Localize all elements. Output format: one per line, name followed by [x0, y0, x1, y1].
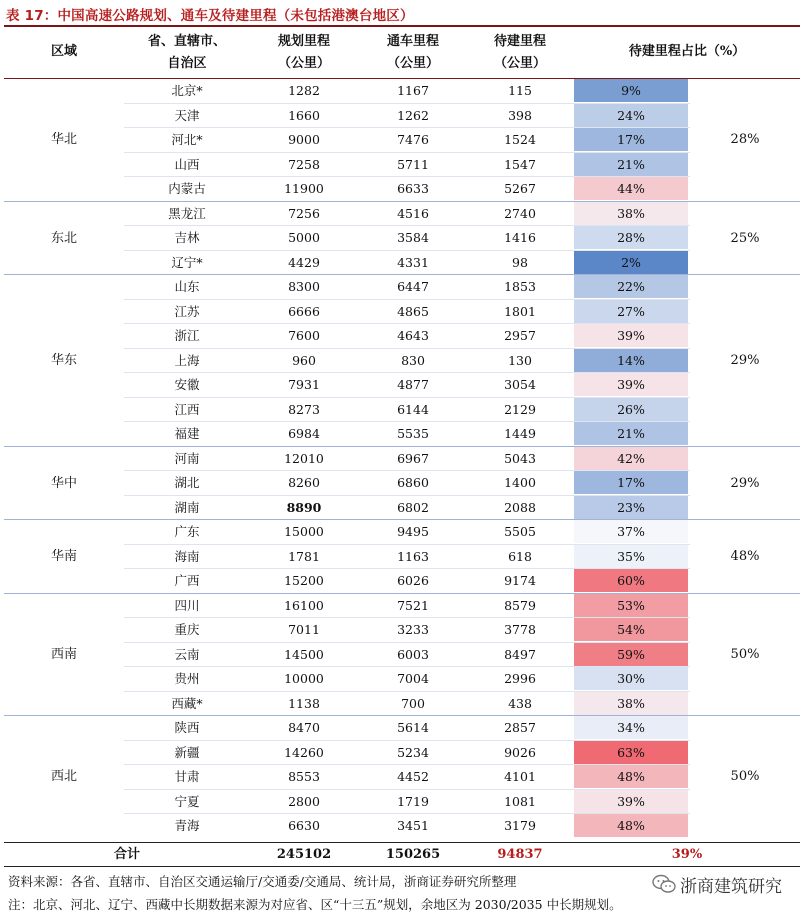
pending-cell: 1449 [504, 426, 536, 441]
opened-cell: 5614 [397, 720, 429, 735]
province-cell: 内蒙古 [168, 181, 206, 196]
planned-cell: 10000 [284, 671, 324, 686]
pending-cell: 5043 [504, 450, 536, 466]
province-cell: 云南 [174, 646, 200, 662]
pct-cell: 23% [574, 496, 688, 519]
opened-cell: 4877 [397, 377, 429, 392]
province-cell: 上海 [174, 352, 200, 368]
table-row [124, 741, 690, 766]
opened-cell: 7476 [397, 132, 429, 147]
opened-cell: 6860 [397, 475, 429, 490]
region-ratio: 29% [730, 475, 760, 491]
watermark [680, 872, 782, 897]
region-label: 西南 [50, 646, 77, 662]
province-cell: 江苏 [174, 303, 200, 319]
table-row [124, 373, 690, 398]
planned-cell: 14500 [284, 646, 324, 662]
province-cell: 广西 [174, 573, 200, 588]
table-row [124, 128, 690, 153]
opened-cell: 5234 [397, 744, 429, 760]
pct-cell: 44% [574, 177, 688, 200]
header-province-2: 自治区 [167, 56, 207, 71]
province-cell: 海南 [174, 548, 200, 564]
planned-cell: 1660 [288, 107, 320, 123]
table-title: 表 17：中国高速公路规划、通车及待建里程（未包括港澳台地区） [6, 8, 414, 24]
pending-cell: 3778 [504, 622, 536, 637]
table-row [124, 471, 690, 496]
total-planned: 245102 [276, 847, 332, 862]
table-row [124, 447, 690, 472]
table-row [124, 716, 690, 741]
planned-cell: 8300 [288, 279, 320, 294]
table-row [124, 692, 690, 717]
table-row [124, 275, 690, 300]
province-cell: 山西 [174, 156, 200, 172]
pending-cell: 1400 [504, 475, 536, 490]
opened-cell: 6144 [397, 401, 429, 417]
pending-cell: 9026 [504, 744, 536, 760]
province-cell: 陕西 [174, 720, 200, 735]
pct-cell: 14% [574, 349, 688, 372]
planned-cell: 4429 [288, 254, 320, 270]
planned-cell: 14260 [284, 744, 324, 760]
table-row [124, 520, 690, 545]
province-cell: 甘肃 [174, 769, 200, 784]
region-ratio: 48% [730, 549, 760, 564]
province-cell: 湖南 [174, 499, 200, 515]
source-note: 资料来源：各省、直辖市、自治区交通运输厅/交通委/交通局、统计局，浙商证券研究所整理 [8, 874, 517, 889]
opened-cell: 3451 [397, 818, 429, 833]
table-row [124, 104, 690, 129]
pct-cell: 59% [574, 643, 688, 666]
pct-cell: 54% [574, 618, 688, 641]
total-label: 合计 [113, 847, 140, 862]
province-cell: 西藏* [171, 695, 203, 711]
table-row [124, 618, 690, 643]
pending-cell: 1416 [504, 230, 536, 245]
bottom-rule [4, 866, 800, 867]
pct-cell: 48% [574, 814, 688, 837]
opened-cell: 6802 [397, 499, 429, 515]
province-cell: 江西 [174, 401, 200, 417]
pct-cell: 48% [574, 765, 688, 788]
province-cell: 青海 [174, 818, 200, 833]
province-cell: 山东 [174, 279, 200, 294]
opened-cell: 4516 [397, 205, 429, 221]
table-row [124, 496, 690, 521]
planned-cell: 1282 [288, 83, 320, 98]
table-row [124, 324, 690, 349]
table-row [124, 226, 690, 251]
pending-cell: 398 [508, 107, 532, 123]
pct-cell: 35% [574, 545, 688, 568]
planned-cell: 1781 [288, 548, 320, 564]
pending-cell: 98 [512, 254, 528, 270]
opened-cell: 5535 [397, 426, 429, 441]
header-region: 区域 [50, 44, 77, 59]
pct-cell: 39% [574, 324, 688, 347]
region-label: 华东 [50, 353, 77, 368]
opened-cell: 6633 [397, 181, 429, 196]
opened-cell: 700 [401, 695, 425, 711]
opened-cell: 7004 [397, 671, 429, 686]
province-cell: 新疆 [174, 744, 200, 760]
pct-cell: 39% [574, 373, 688, 396]
planned-cell: 8553 [288, 769, 320, 784]
planned-cell: 6984 [288, 426, 320, 441]
table-row [124, 349, 690, 374]
opened-cell: 1719 [397, 793, 429, 809]
province-cell: 河南 [174, 450, 200, 466]
province-cell: 重庆 [174, 622, 200, 637]
pct-cell: 24% [574, 104, 688, 127]
pending-cell: 5267 [504, 181, 536, 196]
total-pending: 94837 [497, 847, 543, 862]
header-planned-1: 规划里程 [277, 34, 330, 49]
region-label: 华中 [50, 475, 77, 491]
province-cell: 吉林 [174, 230, 200, 245]
pct-cell: 37% [574, 520, 688, 543]
province-cell: 贵州 [174, 671, 200, 686]
province-cell: 辽宁* [171, 254, 203, 270]
planned-cell: 1138 [288, 695, 320, 711]
planned-cell: 8260 [288, 475, 320, 490]
table-row [124, 300, 690, 325]
pending-cell: 618 [508, 548, 532, 564]
opened-cell: 7521 [397, 597, 429, 613]
table-row [124, 765, 690, 790]
province-cell: 福建 [174, 426, 200, 441]
header-opened-2: （公里） [386, 56, 439, 71]
region-label: 华北 [50, 132, 77, 147]
pending-cell: 3054 [504, 377, 536, 392]
opened-cell: 4331 [397, 254, 429, 270]
header-province-1: 省、直辖市、 [147, 34, 226, 49]
table-row [124, 422, 690, 447]
opened-cell: 830 [401, 352, 425, 368]
watermark-text: 浙商建筑研究 [680, 877, 782, 897]
opened-cell: 1167 [397, 83, 429, 98]
table-row [124, 153, 690, 178]
planned-cell: 7931 [288, 377, 320, 392]
table-row [124, 594, 690, 619]
region-ratio: 29% [730, 353, 760, 368]
opened-cell: 9495 [397, 524, 429, 539]
pct-cell: 22% [574, 275, 688, 298]
pending-cell: 5505 [504, 524, 536, 539]
planned-cell: 12010 [284, 450, 324, 466]
province-cell: 黑龙江 [168, 205, 206, 221]
table-row [124, 202, 690, 227]
planned-cell: 15200 [284, 573, 324, 588]
opened-cell: 1262 [397, 107, 429, 123]
pending-cell: 2088 [504, 499, 536, 515]
pending-cell: 2857 [504, 720, 536, 735]
pct-cell: 39% [574, 790, 688, 813]
header-pending-2: （公里） [493, 56, 546, 71]
pending-cell: 2129 [504, 401, 536, 417]
planned-cell: 7256 [288, 205, 320, 221]
pct-cell: 21% [574, 153, 688, 176]
pending-cell: 3179 [504, 818, 536, 833]
table-row [124, 667, 690, 692]
opened-cell: 6026 [397, 573, 429, 588]
table-row [124, 814, 690, 839]
pct-cell: 17% [574, 471, 688, 494]
planned-cell: 2800 [288, 793, 320, 809]
province-cell: 安徽 [174, 377, 200, 392]
planned-cell: 6666 [288, 303, 320, 319]
province-cell: 浙江 [174, 328, 200, 343]
table-row [124, 569, 690, 594]
pct-cell: 53% [574, 594, 688, 617]
table-row [124, 643, 690, 668]
province-cell: 湖北 [174, 475, 200, 490]
pending-cell: 2996 [504, 671, 536, 686]
pending-cell: 1524 [504, 132, 536, 147]
planned-cell: 960 [292, 352, 316, 368]
province-cell: 北京* [171, 83, 203, 98]
pending-cell: 9174 [504, 573, 536, 588]
pending-cell: 1081 [504, 793, 536, 809]
total-opened: 150265 [385, 847, 441, 862]
province-cell: 四川 [174, 597, 200, 613]
table-row [124, 79, 690, 104]
pending-cell: 2957 [504, 328, 536, 343]
pending-cell: 1801 [504, 303, 536, 319]
pct-cell: 17% [574, 128, 688, 151]
table-row [124, 177, 690, 202]
top-rule [4, 25, 800, 27]
total-pct: 39% [671, 847, 703, 862]
header-opened-1: 通车里程 [386, 34, 439, 49]
pct-cell: 60% [574, 569, 688, 592]
planned-cell: 8890 [286, 499, 322, 515]
pct-cell: 63% [574, 741, 688, 764]
region-ratio: 28% [730, 132, 760, 147]
header-pending-1: 待建里程 [493, 34, 546, 49]
pct-cell: 27% [574, 300, 688, 323]
pct-cell: 26% [574, 398, 688, 421]
opened-cell: 5711 [397, 156, 429, 172]
pct-cell: 42% [574, 447, 688, 470]
pct-cell: 38% [574, 692, 688, 715]
pct-cell: 34% [574, 716, 688, 739]
pending-cell: 1853 [504, 279, 536, 294]
pending-cell: 130 [508, 352, 532, 368]
opened-cell: 4865 [397, 303, 429, 319]
province-cell: 河北* [171, 132, 203, 147]
planned-cell: 9000 [288, 132, 320, 147]
table-row [124, 790, 690, 815]
pending-cell: 2740 [504, 205, 536, 221]
pct-cell: 30% [574, 667, 688, 690]
region-label: 东北 [50, 230, 77, 246]
opened-cell: 3233 [397, 622, 429, 637]
region-ratio: 25% [730, 230, 760, 246]
region-ratio: 50% [730, 769, 760, 784]
pct-cell: 9% [574, 79, 688, 102]
header-planned-2: （公里） [277, 56, 330, 71]
planned-cell: 16100 [284, 597, 324, 613]
pending-cell: 8579 [504, 597, 536, 613]
opened-cell: 6967 [397, 450, 429, 466]
footnote: 注：北京、河北、辽宁、西藏中长期数据来源为对应省、区“十三五”规划，余地区为 2030/2035 中长期规划。 [8, 897, 622, 912]
province-cell: 宁夏 [174, 793, 200, 809]
province-cell: 天津 [174, 107, 200, 123]
planned-cell: 15000 [284, 524, 324, 539]
table-row [124, 545, 690, 570]
planned-cell: 7600 [288, 328, 320, 343]
pending-cell: 438 [508, 695, 532, 711]
pending-cell: 8497 [504, 646, 536, 662]
planned-cell: 7011 [288, 622, 320, 637]
opened-cell: 1163 [397, 548, 429, 564]
pct-cell: 38% [574, 202, 688, 225]
opened-cell: 4452 [397, 769, 429, 784]
planned-cell: 11900 [284, 181, 324, 196]
header-ratio: 待建里程占比（%） [628, 44, 746, 59]
planned-cell: 8470 [288, 720, 320, 735]
opened-cell: 6003 [397, 646, 429, 662]
pending-cell: 1547 [504, 156, 536, 172]
planned-cell: 8273 [288, 401, 320, 417]
region-label: 西北 [50, 769, 77, 784]
pct-cell: 2% [574, 251, 688, 274]
pct-cell: 28% [574, 226, 688, 249]
planned-cell: 5000 [288, 230, 320, 245]
region-ratio: 50% [730, 646, 760, 662]
wechat-icon [652, 874, 676, 894]
opened-cell: 4643 [397, 328, 429, 343]
planned-cell: 6630 [288, 818, 320, 833]
pending-cell: 4101 [504, 769, 536, 784]
province-cell: 广东 [174, 524, 200, 539]
table-row [124, 251, 690, 276]
table-row [124, 398, 690, 423]
region-label: 华南 [50, 549, 77, 564]
opened-cell: 6447 [397, 279, 429, 294]
pct-cell: 21% [574, 422, 688, 445]
pending-cell: 115 [508, 83, 532, 98]
planned-cell: 7258 [288, 156, 320, 172]
opened-cell: 3584 [397, 230, 429, 245]
